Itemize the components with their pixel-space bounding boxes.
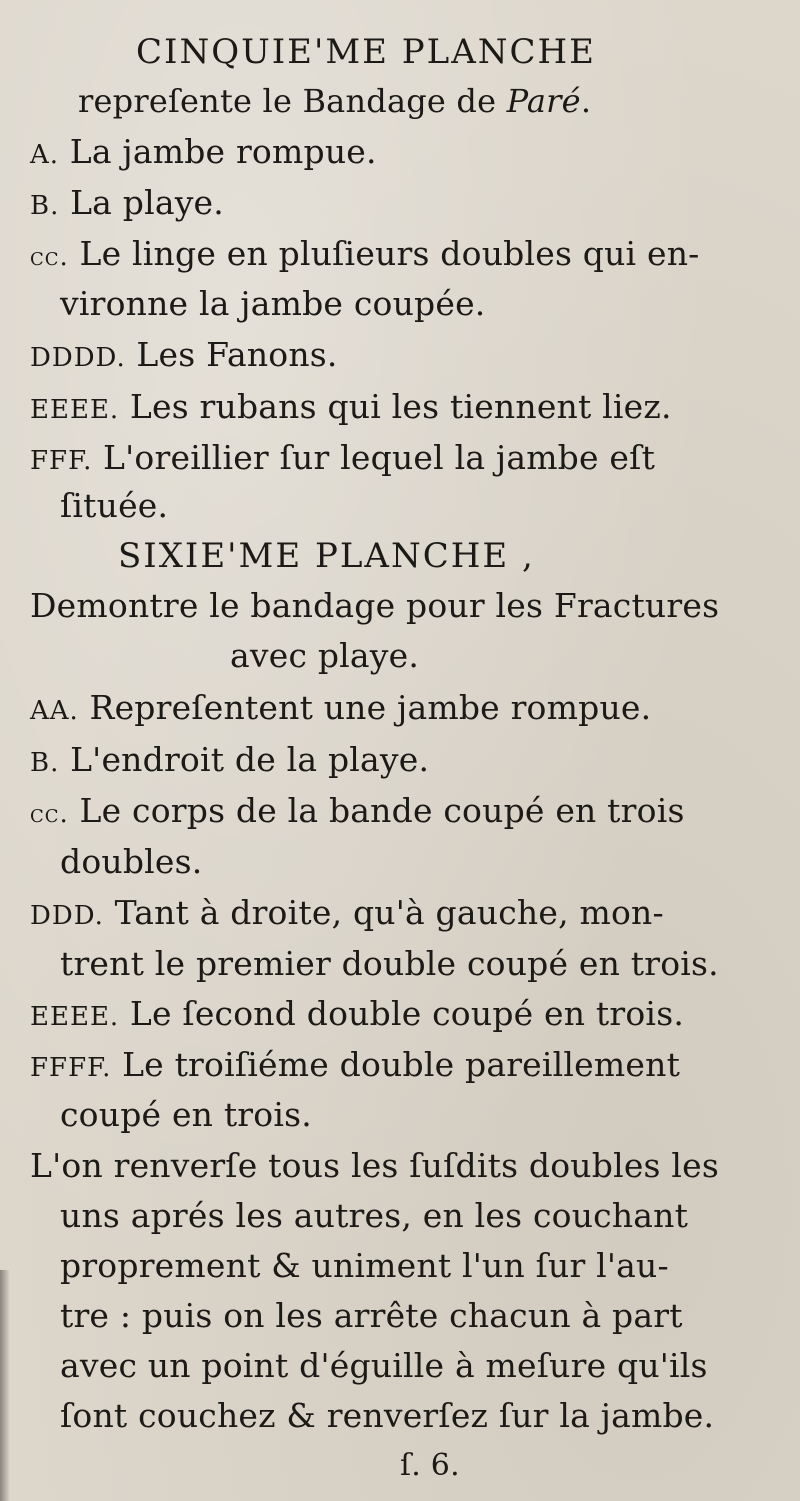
plate6-subtitle-line2: avec playe. xyxy=(230,636,420,675)
item-mark: B. xyxy=(30,748,60,778)
plate6-item-ddd-cont: trent le premier double coupé en trois. xyxy=(60,944,719,983)
paragraph-line: tre : puis on les arrête chacun à part xyxy=(60,1296,683,1335)
paragraph-line: L'on renverſe tous les ſuſdits doubles les xyxy=(30,1146,719,1185)
plate5-item-cc xyxy=(30,234,700,277)
plate5-item-dddd xyxy=(30,335,338,378)
plate5-item-cc-cont: vironne la jambe coupée. xyxy=(60,284,486,323)
paragraph-line: uns aprés les autres, en les couchant xyxy=(60,1196,689,1235)
item-mark: cc. xyxy=(30,799,69,829)
item-mark: B. xyxy=(30,191,60,221)
item-text: Le troiſiéme double pareillement xyxy=(111,1045,681,1084)
plate6-item-aa xyxy=(30,688,651,731)
plate6-item-b xyxy=(30,740,429,783)
item-mark: FFF. xyxy=(30,446,93,476)
item-text: Le corps de la bande coupé en trois xyxy=(68,791,685,830)
plate5-subtitle-end: . xyxy=(580,82,592,120)
item-text: La jambe rompue. xyxy=(59,132,377,171)
plate6-item-cc xyxy=(30,791,685,834)
plate5-subtitle xyxy=(78,81,591,121)
item-text: Les rubans qui les tiennent liez. xyxy=(119,387,672,426)
item-text: Tant à droite, qu'à gauche, mon- xyxy=(103,893,664,932)
plate6-item-ddd xyxy=(30,893,664,936)
item-mark: A. xyxy=(30,140,60,170)
item-mark: DDD. xyxy=(30,901,104,931)
item-mark: EEEE. xyxy=(30,1002,120,1032)
item-text: Le linge en pluſieurs doubles qui en- xyxy=(68,234,700,273)
plate6-title: SIXIE'ME PLANCHE , xyxy=(118,536,535,576)
item-text: L'oreillier ſur lequel la jambe eſt xyxy=(92,438,656,477)
plate5-subtitle-name: Paré xyxy=(506,82,581,120)
item-mark: DDDD. xyxy=(30,343,126,373)
item-text: Repreſentent une jambe rompue. xyxy=(78,688,652,727)
paragraph-line: avec un point d'éguille à meſure qu'ils xyxy=(60,1346,708,1385)
plate6-item-ffff xyxy=(30,1045,680,1088)
item-mark: FFFF. xyxy=(30,1053,112,1083)
signature-mark: ſ. 6. xyxy=(400,1448,460,1483)
item-text: Le ſecond double coupé en trois. xyxy=(119,994,685,1033)
plate6-item-cc-cont: doubles. xyxy=(60,842,203,881)
item-text: La playe. xyxy=(59,183,224,222)
item-mark: EEEE. xyxy=(30,395,120,425)
item-text: L'endroit de la playe. xyxy=(59,740,430,779)
plate5-item-a xyxy=(30,132,377,175)
plate5-item-fff xyxy=(30,438,655,481)
item-mark: cc. xyxy=(30,242,69,272)
item-text: Les Fanons. xyxy=(125,335,338,374)
plate5-title: CINQUIE'ME PLANCHE xyxy=(136,32,597,72)
item-mark: AA. xyxy=(30,696,79,726)
plate5-item-fff-cont: ſituée. xyxy=(60,486,169,525)
paragraph-line: proprement & uniment l'un ſur l'au- xyxy=(60,1246,669,1285)
plate6-item-ffff-cont: coupé en trois. xyxy=(60,1095,312,1134)
plate6-item-eeee xyxy=(30,994,684,1037)
paragraph-line: ſont couchez & renverſez ſur la jambe. xyxy=(60,1396,715,1435)
page-edge-shadow xyxy=(0,1270,10,1501)
plate5-item-b xyxy=(30,183,224,226)
plate5-subtitle-prefix: repreſente le Bandage de xyxy=(78,82,507,120)
plate5-item-eeee xyxy=(30,387,672,430)
plate6-subtitle-line1: Demontre le bandage pour les Fractures xyxy=(30,586,720,625)
